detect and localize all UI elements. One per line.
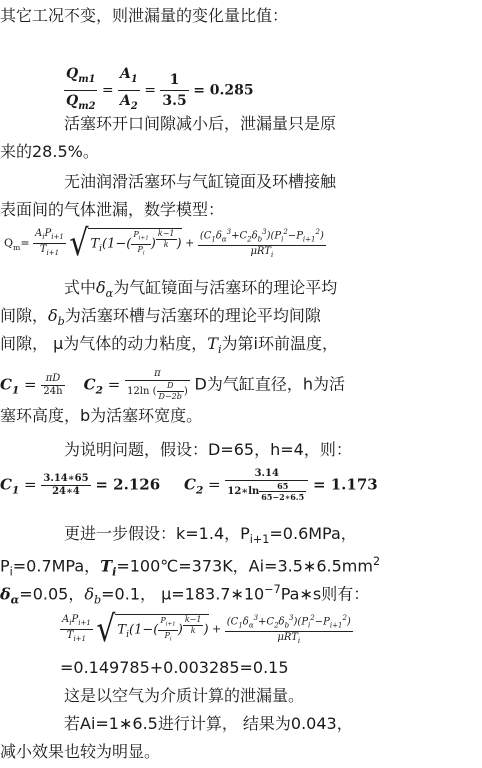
para-3-line-1: 式中$\delta_\alpha$为气缸镜面与活塞环的理论平均 <box>64 278 338 301</box>
para-6-line-1: 更进一步假设：k=1.4，$P_{i+1}=0.6MPa$， <box>64 524 357 547</box>
para-6-line-3: $\delta_\alpha=0.05$，$\delta_b=0.1$， $\mu=183.7∗10^{-7}Pa∗s$则有： <box>0 583 370 607</box>
para-3-line-2: 间隙，$\delta_b$为活塞环槽与活塞环的理论平均间隙 <box>0 306 321 329</box>
para-2-line-1: 无油润滑活塞环与气缸镜面及环槽接触 <box>64 172 337 191</box>
para-7: 这是以空气为介质计算的泄漏量。 <box>64 686 305 705</box>
model-formula: $Q_m=$ $\frac{A_iP_{i+1}}{T_{i+1}}$ √ $T_i(1-$( $\frac{P_{i+1}}{P_i}$ ) $^{\frac{k-1}{k}}$ ) + $\frac{(C_1\delta_\alpha^3+C_2\delta_b^3)(P_i^2-P_{i+1}^2)}{\mu RT_i}$ <box>4 222 324 265</box>
ratio-fraction-a: $\frac{A_1}{A_2}$ <box>120 66 138 112</box>
para-8-line-2: 减小效果也较为明显。 <box>0 742 161 761</box>
ratio-fraction-q: $\frac{Q_{m1}}{Q_{m2}}$ <box>66 66 96 112</box>
intro-text: 其它工况不变，则泄漏量的变化量比值： <box>0 6 289 25</box>
ratio-result: = 0.285 <box>193 82 254 99</box>
intro-line <box>0 6 288 26</box>
c-definitions: $C_1$ = $\frac{\pi D}{24h}$ $C_2$ = π 12ln ( $\frac{D}{D-2b}$ ) D为气缸直径，h为活 <box>0 368 346 401</box>
para-3-line-3: 间隙， μ为气体的动力粘度，$T_i$为第i环前温度， <box>0 334 338 357</box>
para-2-line-2: 表面间的气体泄漏，数学模型： <box>0 200 225 219</box>
para-6-line-2: $P_i=0.7MPa$，$T_i=100℃=373K$，$Ai=3.5∗6.5mm^2$ <box>0 555 381 579</box>
para-8-line-1: 若Ai=1∗6.5进行计算， 结果为0.043， <box>64 714 353 733</box>
ratio-equation: $\frac{Q_{m1}}{Q_{m2}}$ = $\frac{A_1}{A_2}$ = $\frac{1}{3.5}$ = 0.285 <box>64 64 254 117</box>
ratio-fraction-num: $\frac{1}{3.5}$ <box>162 71 187 109</box>
para-5: 为说明问题，假设：D=65，h=4，则： <box>64 440 352 459</box>
para-1-line-2: 来的28.5%。 <box>0 142 99 161</box>
para-4-line-2: 塞环高度，b为活塞环宽度。 <box>0 406 203 425</box>
c-values: $C_1$ = $\frac{3.14∗65}{24∗4}$ = 2.126 $C_2$ = 3.14 12∗ln $\frac{65}{65-2∗6.5}$ = 1.173 <box>0 468 378 502</box>
calc-result: =0.149785+0.003285=0.15 <box>60 658 289 677</box>
para-1-line-1: 活塞环开口间隙减小后，泄漏量只是原 <box>64 114 337 133</box>
calc-formula: $\frac{A_iP_{i+1}}{T_{i+1}}$ √ $T_i(1-$( $\frac{P_{i+1}}{P_i}$ ) $^{\frac{k-1}{k}}$ ) + $\frac{(C_1\delta_\alpha^3+C_2\delta_b^3)(P_i^2-P_{i+1}^2)}{\mu RT_i}$ <box>62 608 351 651</box>
